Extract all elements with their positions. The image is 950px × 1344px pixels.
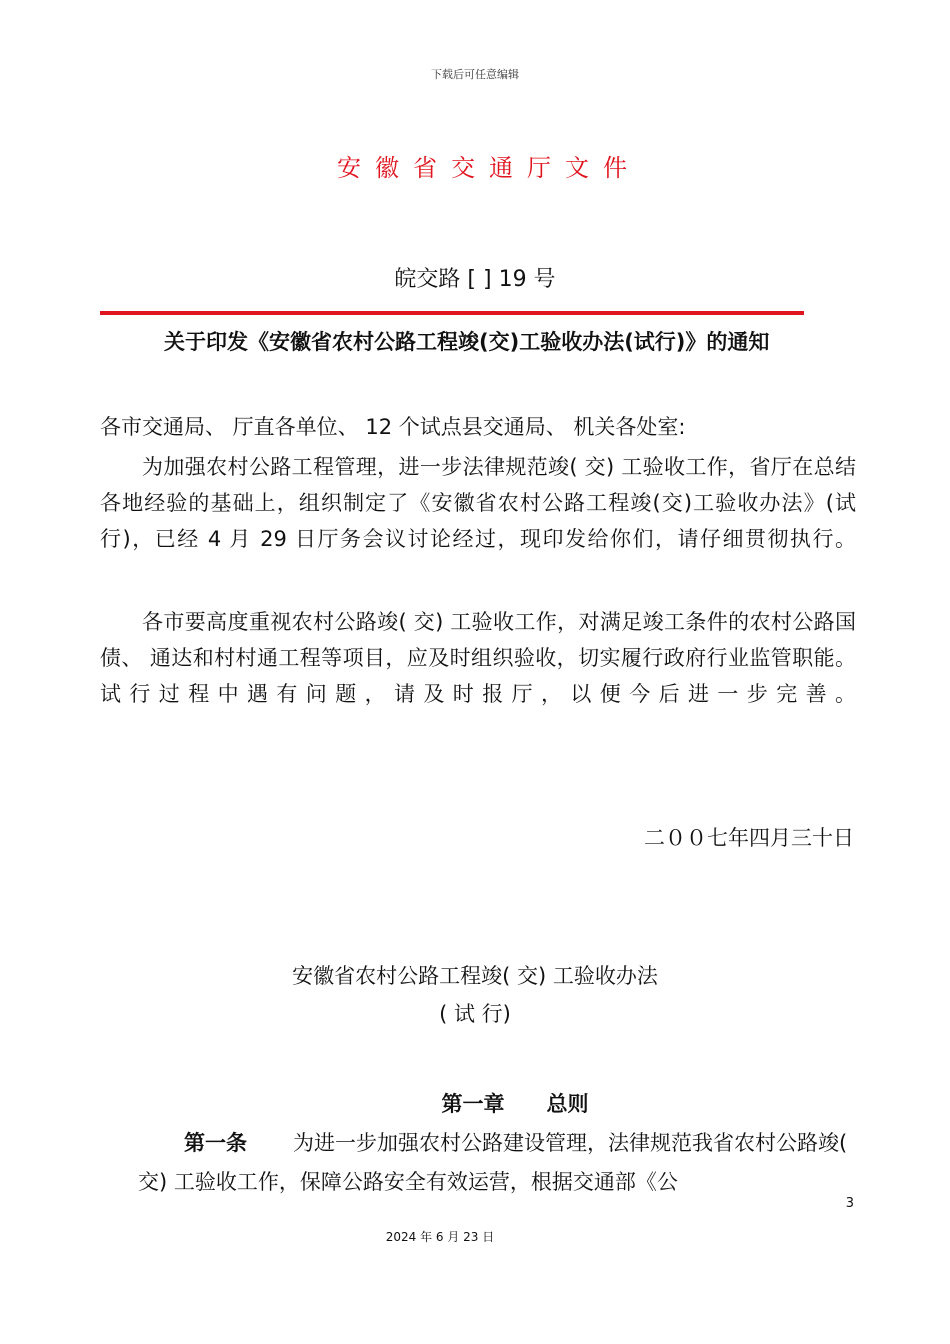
measures-subtitle: ( 试 行) (439, 1002, 511, 1026)
footer-date: 2024 年 6 月 23 日 (385, 1230, 495, 1244)
body-paragraph-1: 为加强农村公路工程管理，进一步法律规范竣( 交) 工验收工作，省厅在总结各地经验的基础上，组织制定了《安徽省农村公路工程竣(交)工验收办法》(试行)，已经 4 月 29 日厅务会议讨论经过，现印发给你们，请仔细贯彻执行。 (100, 455, 856, 551)
article-label: 第一条 (184, 1131, 247, 1155)
chapter-heading: 第一章 总则 (441, 1092, 589, 1116)
header-note: 下载后可任意编辑 (431, 68, 519, 81)
issuer-title: 安徽省交通厅文件 (337, 154, 641, 182)
measures-title: 安徽省农村公路工程竣( 交) 工验收办法 (292, 964, 658, 988)
addressee: 各市交通局、 厅直各单位、 12 个试点县交通局、 机关各处室: (100, 415, 686, 439)
article-1 (138, 1124, 856, 1202)
red-divider (100, 311, 804, 315)
document-number: 皖交路 [ ] 19 号 (394, 267, 556, 292)
issue-date: 二００七年四月三十日 (644, 826, 854, 850)
article-text: 为进一步加强农村公路建设管理，法律规范我省农村公路竣( 交) 工验收工作，保障公路安全有效运营，根据交通部《公 (138, 1131, 848, 1194)
notice-title: 关于印发《安徽省农村公路工程竣(交)工验收办法(试行)》的通知 (164, 330, 770, 354)
body-paragraph-2: 各市要高度重视农村公路竣( 交) 工验收工作，对满足竣工条件的农村公路国债、 通达和村村通工程等项目，应及时组织验收，切实履行政府行业监管职能。试行过程中遇有问题，请及时报厅，以便今后进一步完善。 (100, 610, 856, 706)
page-number: 3 (845, 1196, 854, 1211)
